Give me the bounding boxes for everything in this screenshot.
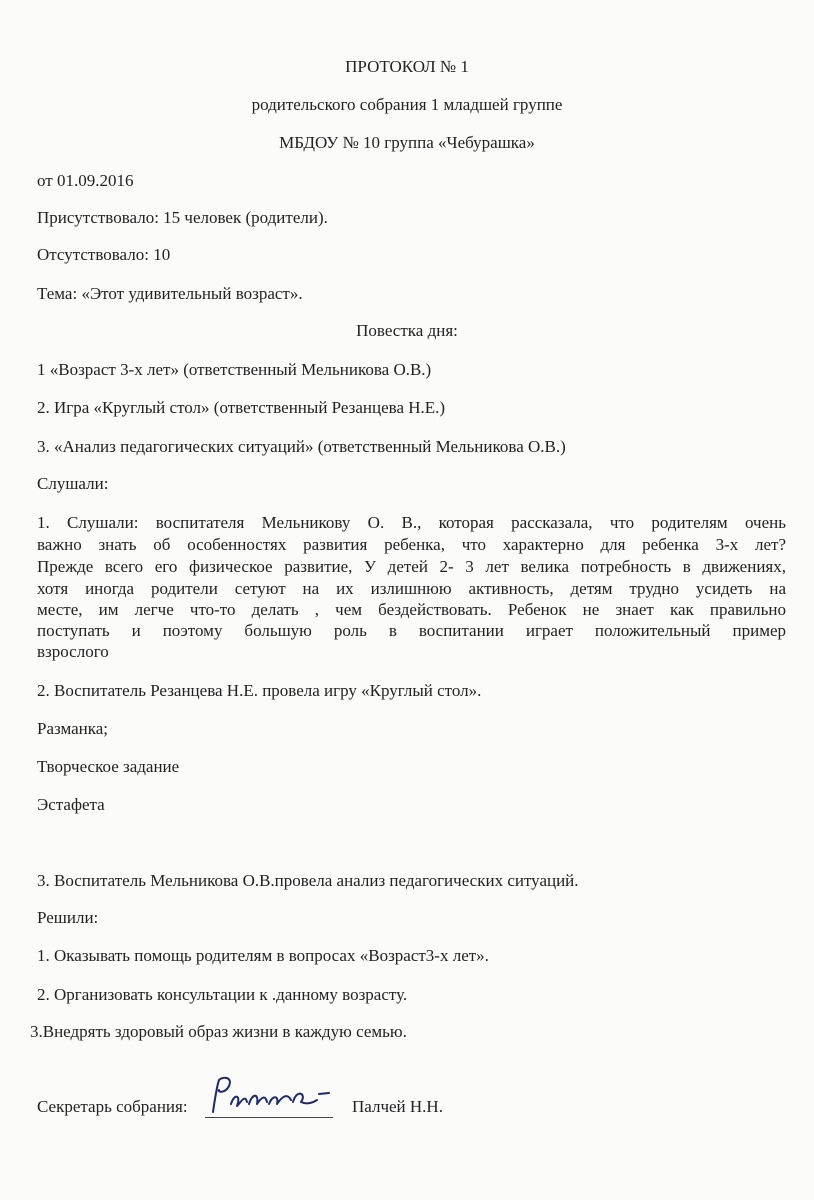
heard-paragraph-line: хотя иногда родители сетуют на их излишнюю активность, детям трудно усидеть на <box>37 579 786 598</box>
decision-item: 1. Оказывать помощь родителям в вопросах «Возраст3-х лет». <box>37 946 489 965</box>
document-title: ПРОТОКОЛ № 1 <box>345 57 469 76</box>
game-item: Творческое задание <box>37 757 180 776</box>
meeting-topic: Тема: «Этот удивительный возраст». <box>37 284 303 303</box>
heard-paragraph-line: важно знать об особенностях развития ребенка, что характерно для ребенка 3-х лет? <box>37 535 786 554</box>
game-item: Эстафета <box>37 795 105 814</box>
agenda-heading: Повестка дня: <box>356 321 458 340</box>
decided-heading: Решили: <box>37 908 99 927</box>
attendance-present: Присутствовало: 15 человек (родители). <box>37 208 328 227</box>
decision-item: 3.Внедрять здоровый образ жизни в каждую семью. <box>30 1022 407 1041</box>
agenda-item: 2. Игра «Круглый стол» (ответственный Резанцева Н.Е.) <box>37 398 446 417</box>
heard-item-round-table: 2. Воспитатель Резанцева Н.Е. провела игру «Круглый стол». <box>37 681 482 700</box>
document-subtitle-school: МБДОУ № 10 группа «Чебурашка» <box>279 133 535 152</box>
heard-item-analysis: 3. Воспитатель Мельникова О.В.провела анализ педагогических ситуаций. <box>37 871 579 890</box>
decision-item: 2. Организовать консультации к .данному возрасту. <box>37 985 408 1004</box>
agenda-item: 1 «Возраст 3-х лет» (ответственный Мельникова О.В.) <box>37 360 432 379</box>
meeting-date: от 01.09.2016 <box>37 171 134 190</box>
heard-paragraph-line: поступать и поэтому большую роль в воспитании играет положительный пример <box>37 621 786 640</box>
heard-paragraph-line: 1. Слушали: воспитателя Мельникову О. В., которая рассказала, что родителям очень <box>37 513 786 532</box>
agenda-item: 3. «Анализ педагогических ситуаций» (ответственный Мельникова О.В.) <box>37 437 566 456</box>
handwritten-signature <box>207 1074 337 1120</box>
document-subtitle-group: родительского собрания 1 младшей группе <box>251 95 563 114</box>
secretary-label: Секретарь собрания: <box>37 1097 188 1116</box>
heard-paragraph-line: Прежде всего его физическое развитие, У детей 2- 3 лет велика потребность в движениях, <box>37 557 786 576</box>
attendance-absent: Отсутствовало: 10 <box>37 245 171 264</box>
signature-line <box>205 1117 333 1118</box>
heard-paragraph-line: взрослого <box>37 642 109 661</box>
game-item: Разманка; <box>37 719 109 738</box>
secretary-name: Палчей Н.Н. <box>352 1097 443 1116</box>
heard-paragraph-line: месте, им легче что-то делать , чем бездействовать. Ребенок не знает как правильно <box>37 600 786 619</box>
heard-heading: Слушали: <box>37 474 109 493</box>
